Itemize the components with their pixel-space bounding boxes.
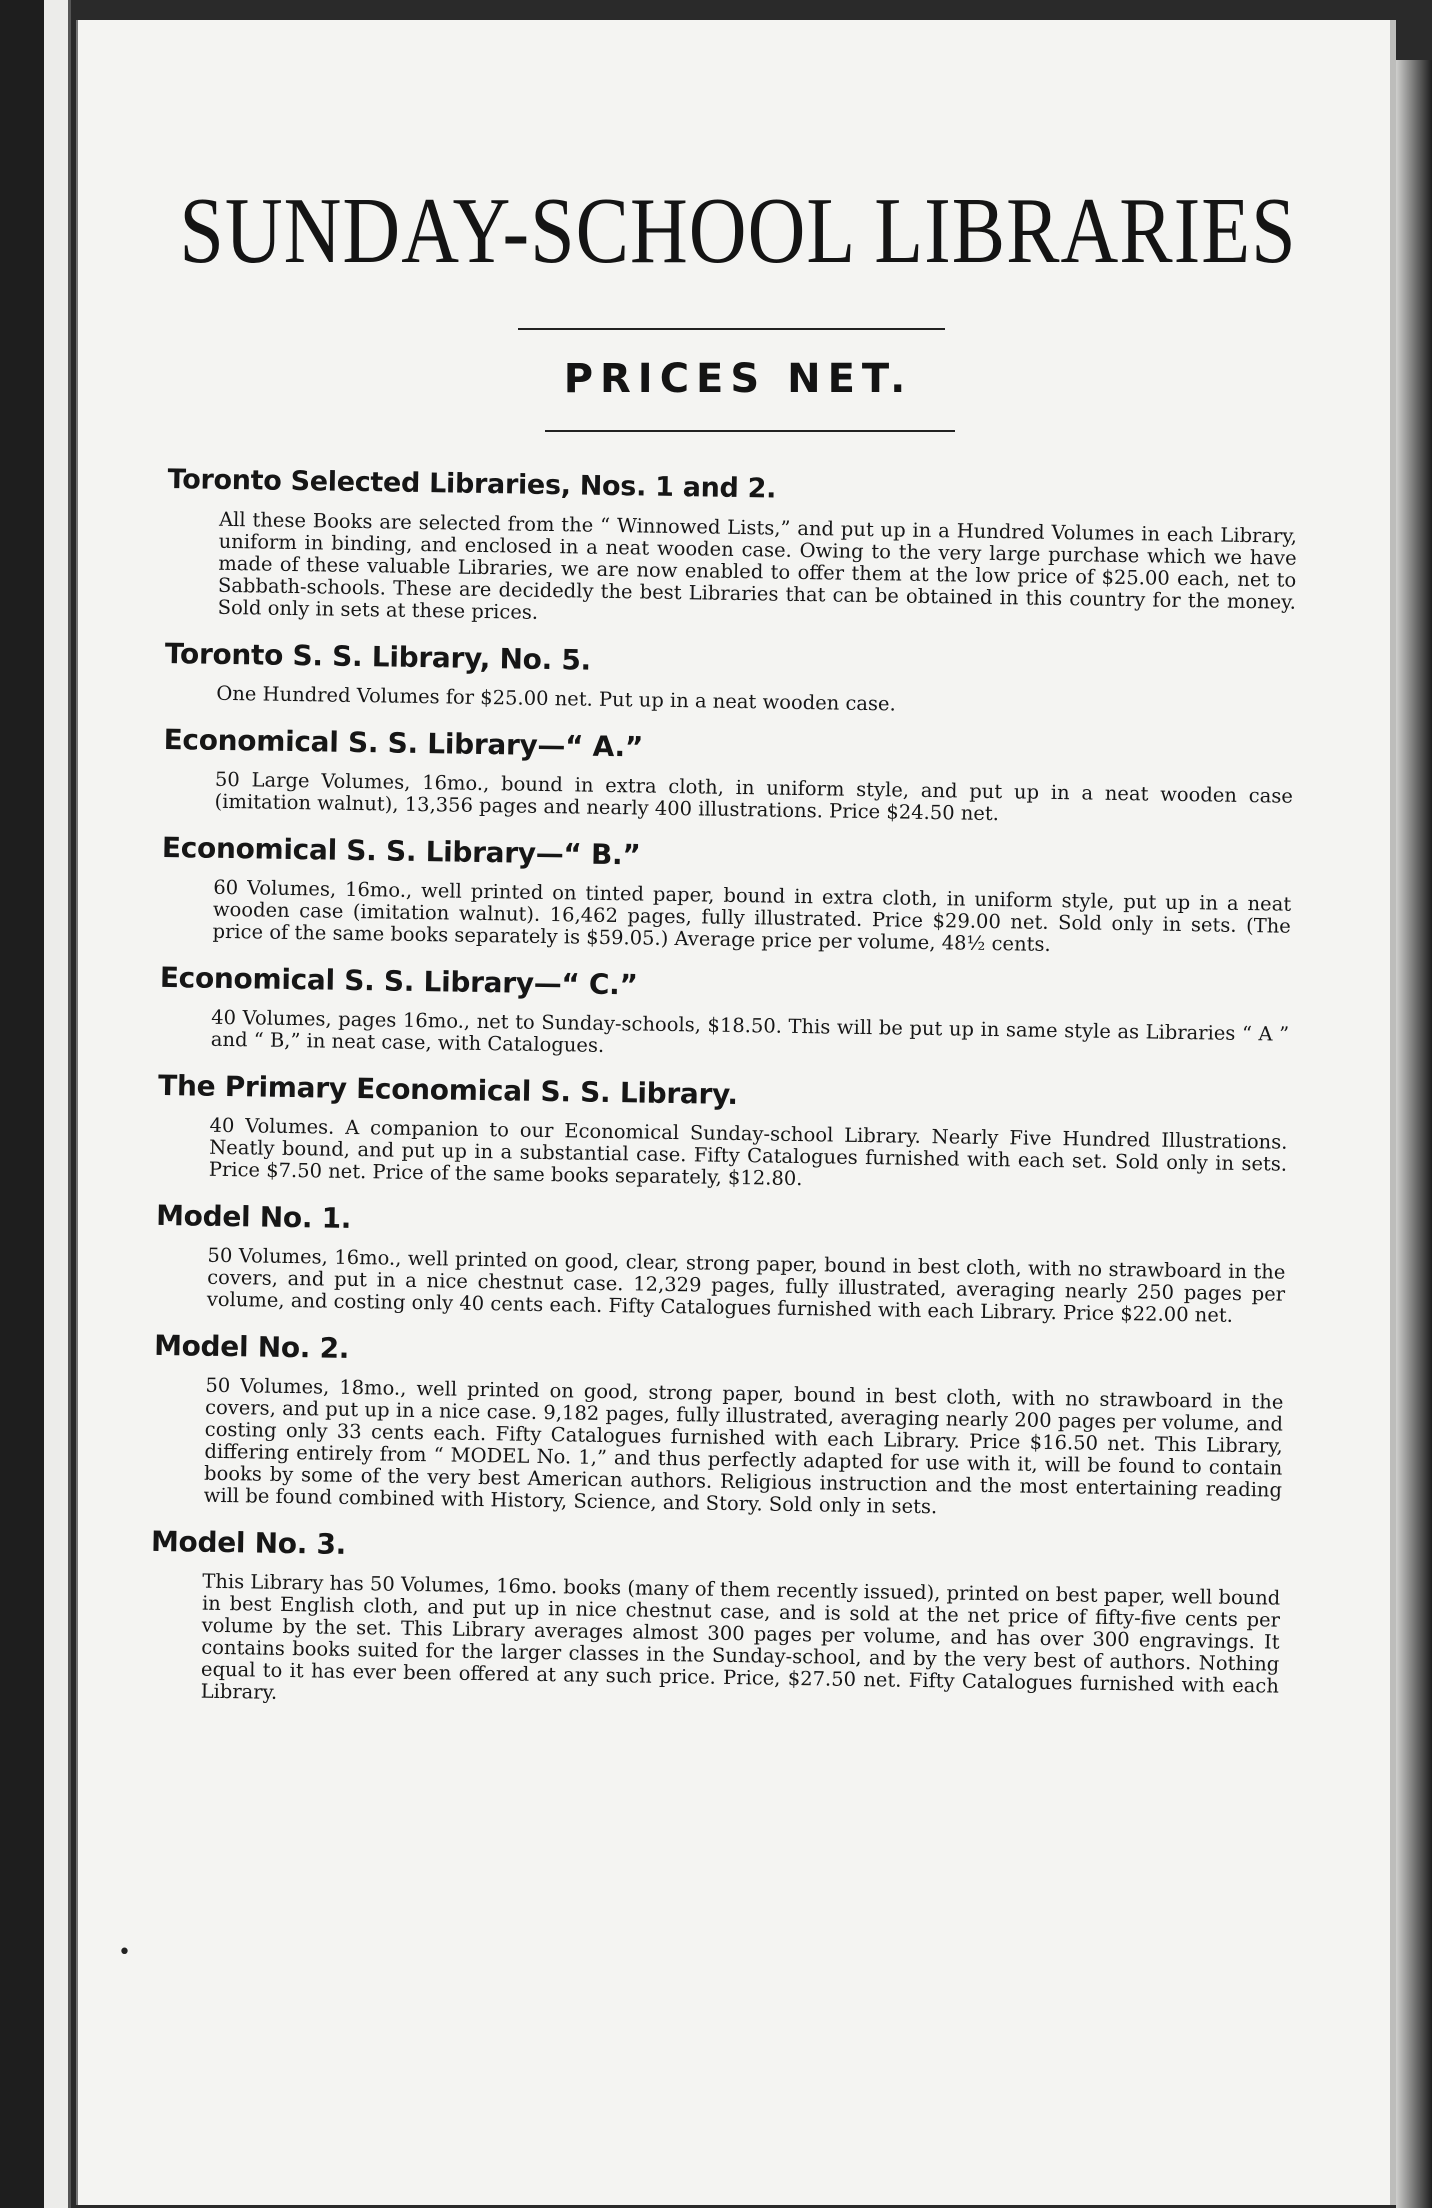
page-subtitle: PRICES NET.	[563, 356, 913, 402]
library-entry	[162, 720, 1293, 830]
entry-heading: The Primary Economical S. S. Library.	[157, 1068, 739, 1112]
entry-heading: Toronto Selected Libraries, Nos. 1 and 2.	[167, 463, 777, 505]
entry-heading: Model No. 2.	[153, 1328, 350, 1365]
title-rule	[518, 328, 945, 330]
library-entry	[148, 1522, 1281, 1720]
entry-heading: Economical S. S. Library—“ A.”	[163, 722, 644, 764]
entry-heading: Toronto S. S. Library, No. 5.	[164, 636, 592, 677]
library-entry	[159, 958, 1290, 1068]
entry-description: 50 Volumes, 18mo., well printed on good, strong paper, bound in best cloth, with no strawboard in the covers, and put up in a nice case. 9,182 pages, fully illustrated, averaging nearly 200 pages per volume, and costing only 33 cents each. Fifty Catalogues furnished with each Library. Price $16.50 net. This Library, differing entirely from “ MODEL No. 1,” and thus perfectly adapted for use with it, will be found to contain books by some of the very best American authors. Religious instruction and the most entertaining reading will be found combined with History, Science, and Story. Sold only in sets.	[203, 1373, 1284, 1519]
entry-description: 40 Volumes. A companion to our Economical Sunday-school Library. Nearly Five Hundred Illustrations. Neatly bound, and put up in a substantial case. Fifty Catalogues furnished with each set. Sold only in sets. Price $7.50 net. Price of the same books separately, $12.80.	[208, 1113, 1288, 1191]
page-title: SUNDAY-SCHOOL LIBRARIES	[179, 179, 1297, 284]
subtitle-rule	[545, 430, 955, 432]
library-entry	[160, 828, 1292, 960]
library-entry	[155, 1196, 1287, 1328]
margin-mark-icon: •	[118, 1940, 131, 1965]
library-entry	[164, 634, 1295, 722]
entry-description: 50 Volumes, 16mo., well printed on good, clear, strong paper, bound in best cloth, with no strawboard in the covers, and put in a nice chestnut case. 12,329 pages, fully illustrated, averaging nearly 250 pages per volume, and costing only 40 cents each. Fifty Catalogues furnished with each Library. Price $22.00 net.	[206, 1243, 1286, 1327]
document-page	[76, 20, 1396, 2205]
library-entry	[152, 1326, 1285, 1524]
entry-description: One Hundred Volumes for $25.00 net. Put up in a neat wooden case.	[216, 681, 896, 716]
entry-description: 40 Volumes, pages 16mo., net to Sunday-schools, $18.50. This will be put up in same style as Libraries “ A ” and “ B,” in neat case, with Catalogues.	[210, 1005, 1290, 1057]
entry-description: All these Books are selected from the “ Winnowed Lists,” and put up in a Hundred Volumes in each Library, uniform in binding, and enclosed in a neat wooden case. Owing to the very large purchase which we have made of these valuable Libraries, we are now enabled to offer them at the low price of $25.00 each, net to Sabbath-schools. These are decidedly the best Libraries that can be obtained in this country for the money. Sold only in sets at these prices.	[217, 507, 1298, 624]
entry-heading: Economical S. S. Library—“ C.”	[159, 960, 638, 1002]
page-shadow-right	[1396, 60, 1432, 2208]
entry-description: 50 Large Volumes, 16mo., bound in extra cloth, in uniform style, and put up in a neat wooden case (imitation walnut), 13,356 pages and nearly 400 illustrations. Price $24.50 net.	[214, 767, 1294, 826]
entry-heading: Model No. 1.	[155, 1198, 352, 1235]
entry-heading: Model No. 3.	[150, 1524, 347, 1561]
previous-page-edge	[44, 0, 71, 2208]
entry-description: This Library has 50 Volumes, 16mo. books (many of them recently issued), printed on best paper, well bound in best English cloth, and put up in nice chestnut case, and is sold at the net price of fifty-five cents per volume by the set. This Library averages almost 300 pages per volume, and has over 300 engravings. It contains books suited for the larger classes in the Sunday-school, and by the very best of authors. Nothing equal to it has ever been offered at any such price. Price, $27.50 net. Fifty Catalogues furnished with each Library.	[200, 1569, 1281, 1704]
entry-heading: Economical S. S. Library—“ B.”	[161, 830, 641, 872]
entry-description: 60 Volumes, 16mo., well printed on tinted paper, bound in extra cloth, in uniform style, put up in a neat wooden case (imitation walnut). 16,462 pages, fully illustrated. Price $29.00 net. Sold only in sets. (The price of the same books separately is $59.05.) Average price per volume, 48½ cents.	[212, 875, 1292, 956]
library-entry	[157, 1066, 1289, 1198]
library-list	[148, 460, 1298, 1736]
library-entry	[166, 460, 1298, 636]
